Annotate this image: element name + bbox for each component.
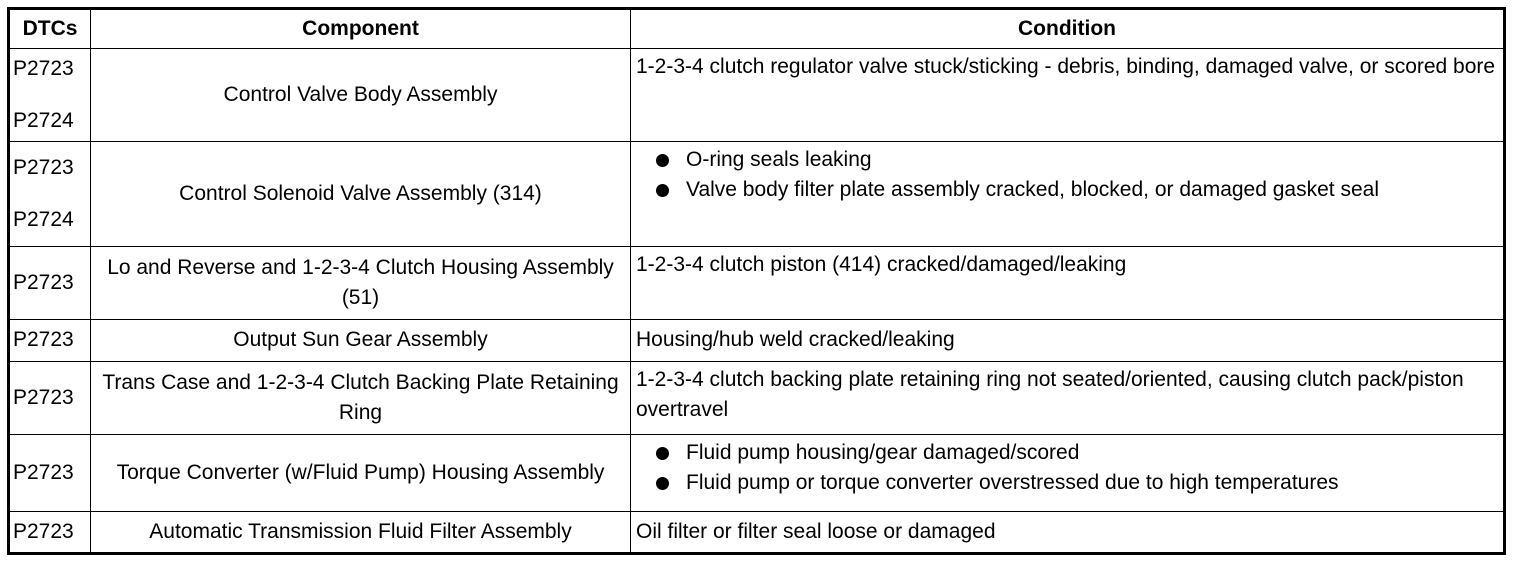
bullet-dot-icon (656, 477, 669, 490)
header-component: Component (91, 9, 631, 49)
component-cell: Lo and Reverse and 1-2-3-4 Clutch Housing Assembly (51) (91, 246, 631, 319)
dtc-code: P2724 (13, 207, 74, 231)
table-row (9, 246, 1505, 319)
header-condition: Condition (631, 9, 1505, 49)
condition-cell (631, 141, 1505, 246)
header-row (9, 9, 1505, 49)
dtc-cell: P2723 (9, 246, 91, 319)
table-row (9, 434, 1505, 511)
table-row (9, 319, 1505, 361)
condition-bullet: O-ring seals leaking (636, 145, 1498, 175)
condition-cell: Oil filter or filter seal loose or damaged (631, 511, 1505, 553)
bullet-dot-icon (656, 447, 669, 460)
component-cell: Output Sun Gear Assembly (91, 319, 631, 361)
dtc-cell (9, 49, 91, 142)
condition-bullet: Fluid pump or torque converter overstressed due to high temperatures (636, 468, 1498, 498)
condition-bullet: Valve body filter plate assembly cracked, blocked, or damaged gasket seal (636, 175, 1498, 205)
condition-bullet: Fluid pump housing/gear damaged/scored (636, 438, 1498, 468)
header-dtcs: DTCs (9, 9, 91, 49)
table-row (9, 362, 1505, 435)
condition-bullet-list (636, 438, 1498, 498)
dtc-code: P2723 (13, 155, 74, 179)
condition-cell: Housing/hub weld cracked/leaking (631, 319, 1505, 361)
condition-cell: 1-2-3-4 clutch backing plate retaining ring not seated/oriented, causing clutch pack/piston overtravel (631, 362, 1505, 435)
condition-cell: 1-2-3-4 clutch regulator valve stuck/sticking - debris, binding, damaged valve, or scored bore (631, 49, 1505, 142)
bullet-dot-icon (656, 154, 669, 167)
table-row (9, 49, 1505, 142)
table-row (9, 141, 1505, 246)
dtc-code: P2724 (13, 108, 74, 132)
condition-bullet-list (636, 145, 1498, 205)
bullet-dot-icon (656, 184, 669, 197)
table-row (9, 511, 1505, 553)
component-cell: Control Solenoid Valve Assembly (314) (91, 141, 631, 246)
component-cell: Automatic Transmission Fluid Filter Assembly (91, 511, 631, 553)
dtc-cell (9, 141, 91, 246)
dtc-cell: P2723 (9, 362, 91, 435)
condition-cell: 1-2-3-4 clutch piston (414) cracked/damaged/leaking (631, 246, 1505, 319)
component-cell: Trans Case and 1-2-3-4 Clutch Backing Plate Retaining Ring (91, 362, 631, 435)
component-cell: Torque Converter (w/Fluid Pump) Housing Assembly (91, 434, 631, 511)
dtc-code: P2723 (13, 56, 74, 80)
dtc-table (7, 7, 1506, 555)
component-cell: Control Valve Body Assembly (91, 49, 631, 142)
dtc-cell: P2723 (9, 434, 91, 511)
dtc-cell: P2723 (9, 319, 91, 361)
condition-cell (631, 434, 1505, 511)
dtc-cell: P2723 (9, 511, 91, 553)
